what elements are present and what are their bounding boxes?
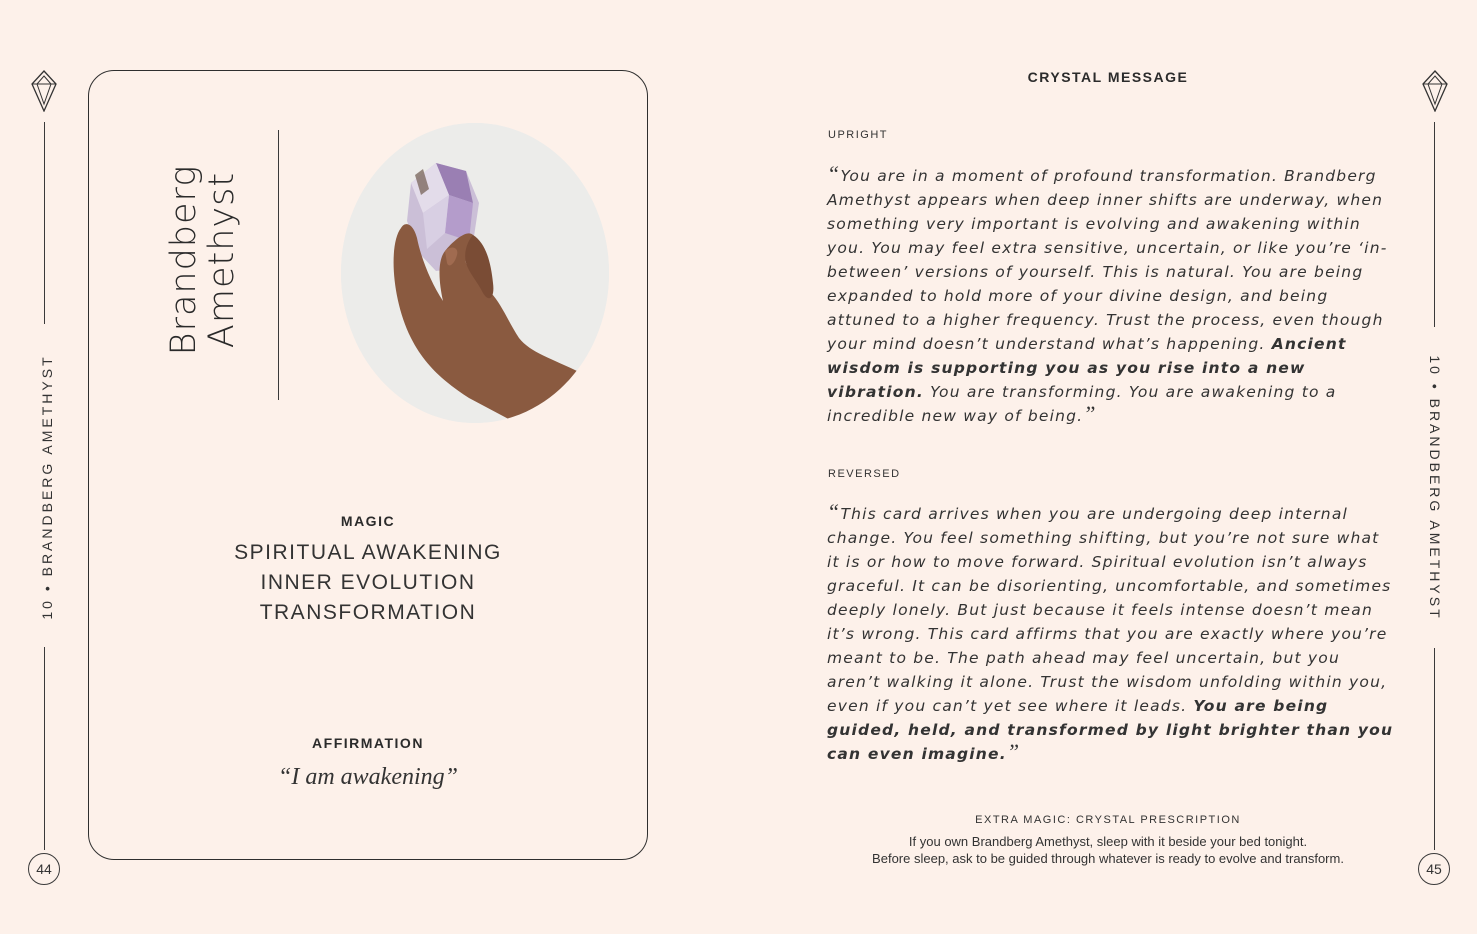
side-rule-bottom [1434, 648, 1435, 850]
magic-item: SPIRITUAL AWAKENING [234, 541, 502, 564]
affirmation-text: “I am awakening” [278, 764, 458, 790]
side-running-title: 10 • BRANDBERG AMETHYST [39, 354, 55, 620]
affirmation-label: AFFIRMATION [312, 735, 424, 751]
page-number-left: 44 [28, 853, 60, 885]
open-quote-mark: “ [827, 499, 841, 524]
magic-item: INNER EVOLUTION [260, 571, 476, 594]
hand-holding-crystal-illustration [341, 123, 609, 423]
crystal-name-line2: Amethyst [202, 171, 242, 349]
crystal-name [165, 165, 241, 356]
upright-text: You are in a moment of profound transformation. Brandberg Amethyst appears when deep inner shifts are underway, when something very important is evolving and awakening within you. You may feel extra sensitive, uncertain, or like you’re ‘in-between’ versions of yourself. This is natural. You are being expanded to hold more of your divine design, and being attuned to a higher frequency. Trust the process, even though your mind doesn’t understand what’s happening. [827, 167, 1388, 353]
reversed-emphasis: You are being guided, held, and transformed by light brighter than you can even imagine. [827, 697, 1394, 763]
side-rule-top [1434, 122, 1435, 327]
upright-emphasis: Ancient wisdom is supporting you as you rise into a new vibration. [827, 335, 1347, 401]
upright-message [827, 161, 1397, 428]
extra-magic-heading: EXTRA MAGIC: CRYSTAL PRESCRIPTION [975, 814, 1241, 826]
reversed-message [827, 499, 1397, 766]
side-running-title: 10 • BRANDBERG AMETHYST [1427, 355, 1443, 621]
reversed-text: This card arrives when you are undergoing deep internal change. You feel something shifting, but you’re not sure what it is or how to move forward. Spiritual evolution isn’t always graceful. It can be disorienting, uncomfortable, and sometimes deeply lonely. But just because it feels intense doesn’t mean it’s wrong. This card affirms that you are exactly where you’re meant to be. The path ahead may feel uncertain, but you aren’t walking it alone. Trust the wisdom unfolding within you, even if you can’t yet see where it leads. [827, 505, 1392, 715]
card-divider [278, 130, 279, 400]
prescription-line: If you own Brandberg Amethyst, sleep with it beside your bed tonight. [908, 834, 1308, 849]
upright-tail: You are transforming. You are awakening to a incredible new way of being. [827, 383, 1337, 425]
close-quote-mark: ” [1083, 401, 1097, 426]
prescription-line: Before sleep, ask to be guided through whatever is ready to evolve and transform. [872, 851, 1344, 866]
magic-item: TRANSFORMATION [259, 601, 477, 624]
open-quote-mark: “ [827, 161, 841, 186]
gem-icon [30, 70, 58, 112]
upright-label: UPRIGHT [828, 129, 888, 141]
gem-icon [1421, 70, 1449, 112]
side-rule-top [44, 122, 45, 324]
crystal-photo [341, 123, 609, 423]
reversed-label: REVERSED [828, 468, 901, 480]
close-quote-mark: ” [1006, 739, 1021, 764]
crystal-message-heading: CRYSTAL MESSAGE [1027, 69, 1189, 85]
magic-label: MAGIC [340, 513, 396, 529]
page-number-right: 45 [1418, 853, 1450, 885]
side-rule-bottom [44, 647, 45, 850]
crystal-name-line1: Brandberg [164, 164, 204, 356]
